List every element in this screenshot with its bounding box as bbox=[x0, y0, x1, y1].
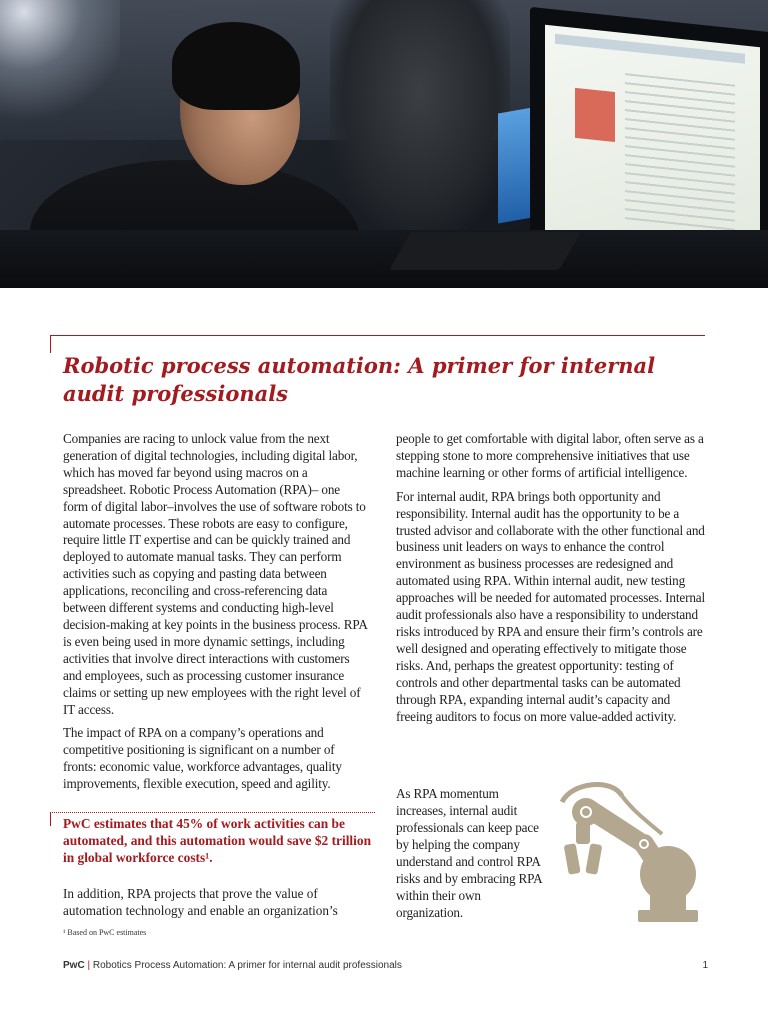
right-paragraph-2: For internal audit, RPA brings both opportunity and responsibility. Internal audit has the opportunity to be a trusted advisor and collaborate with the other functional and business unit leaders on ways to enhance the control environment as business processes are redesigned and automated using RPA. Within internal audit, new testing approaches will be needed for automated processes. Internal audit professionals also have a responsibility to understand risks introduced by RPA and ensure their firm’s controls are well designed and operating effectively to mitigate those risks. And, perhaps the greatest opportunity: testing of controls and other departmental tasks can be automated through RPA, expanding internal audit’s capacity and freeing auditors to focus on more value-added activity. bbox=[396, 488, 705, 724]
left-paragraph-1: Companies are racing to unlock value from the next generation of digital technologies, including digital labor, which has moved far beyond using macros on a spreadsheet. Robotic Process Automation (RPA)– one form of digital labor–involves the use of software robots to automate processes. These robots are easy to configure, require little IT expertise and can be quickly trained and deployed to automate manual tasks. They can perform activities such as copying and pasting data between applications, reconciling and cross-referencing data between different systems and conducting high-level decision-making at key points in the business process. RPA is even being used in more dynamic settings, including activities that involve direct interactions with customers and employees, such as processing customer insurance claims or setting up new employees with the right level of IT access. bbox=[63, 431, 367, 717]
left-paragraph-2: The impact of RPA on a company’s operations and competitive positioning is significant on a number of fronts: economic value, workforce advantages, quality improvements, flexible execution, speed and agility. bbox=[63, 725, 342, 792]
title-rule bbox=[50, 335, 705, 336]
hero-photo bbox=[0, 0, 768, 288]
footnote: ¹ Based on PwC estimates bbox=[63, 928, 147, 937]
footer-separator: | bbox=[87, 960, 91, 971]
right-paragraph-3: As RPA momentum increases, internal audit professionals can keep pace by helping the company understand and control RPA risks and by embracing RPA within their own organization. bbox=[396, 786, 542, 920]
left-paragraph-3: In addition, RPA projects that prove the value of automation technology and enable an organization’s bbox=[63, 886, 338, 918]
screen-highlight bbox=[575, 88, 615, 142]
page-footer bbox=[63, 960, 708, 974]
hero-window-light bbox=[0, 0, 120, 120]
pull-quote: PwC estimates that 45% of work activities can be automated, and this automation would save $2 trillion in global workforce costs¹. bbox=[63, 816, 372, 865]
right-paragraph-1: people to get comfortable with digital labor, often serve as a stepping stone to more comprehensive initiatives that use machine learning or other forms of artificial intelligence. bbox=[396, 431, 704, 480]
footer-document-title: Robotics Process Automation: A primer for internal audit professionals bbox=[92, 960, 402, 971]
hero-background-person bbox=[330, 0, 510, 230]
page-number: 1 bbox=[702, 960, 708, 971]
callout-rule bbox=[50, 812, 375, 813]
hero-desk bbox=[0, 230, 768, 288]
title-rule-tick bbox=[50, 335, 51, 353]
robot-arm-icon bbox=[552, 782, 712, 927]
callout-rule-tick bbox=[50, 812, 51, 826]
screen-content bbox=[625, 73, 735, 235]
article-title: Robotic process automation: A primer for internal audit professionals bbox=[63, 353, 656, 406]
hero-person-hair bbox=[172, 22, 300, 110]
footer-brand: PwC bbox=[63, 960, 85, 971]
hero-keyboard bbox=[389, 232, 581, 270]
right-column bbox=[396, 431, 708, 732]
left-column bbox=[63, 431, 368, 800]
